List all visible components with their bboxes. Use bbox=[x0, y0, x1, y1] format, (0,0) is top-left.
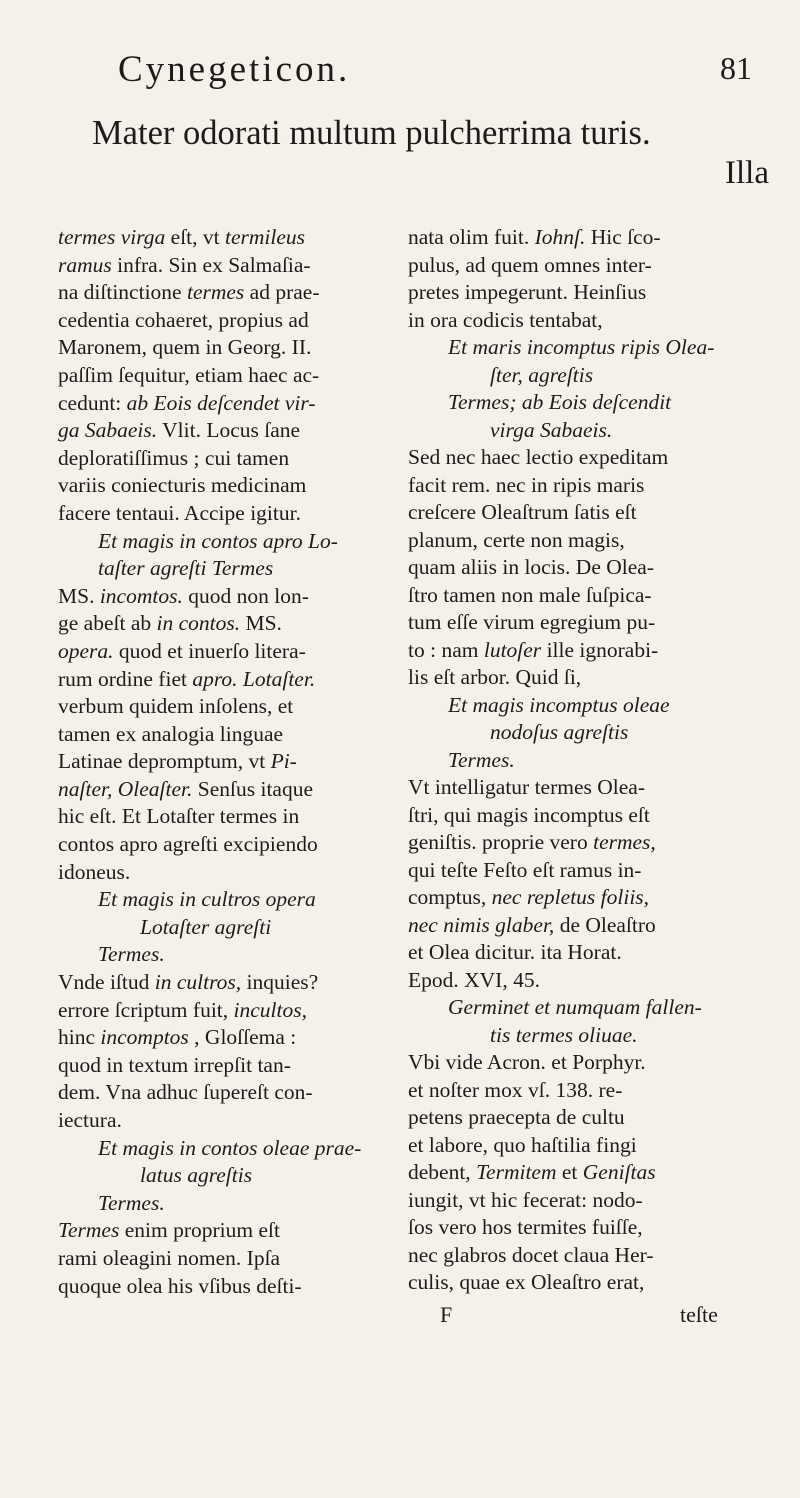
text-line bbox=[408, 829, 760, 857]
italic-text: Et magis incomptus oleae bbox=[448, 692, 670, 717]
text-line bbox=[408, 774, 760, 802]
text-run: Vbi vide Acron. et Porphyr. bbox=[408, 1050, 646, 1074]
text-run: comptus, bbox=[408, 885, 492, 909]
text-line bbox=[58, 997, 398, 1025]
text-line bbox=[58, 1052, 398, 1080]
text-line bbox=[408, 279, 760, 307]
text-run: et noſter mox vſ. 138. re- bbox=[408, 1077, 623, 1102]
text-run: pretes impegerunt. Heinſius bbox=[408, 280, 647, 304]
text-line bbox=[408, 1187, 760, 1215]
text-line bbox=[408, 912, 760, 940]
italic-text: termileus bbox=[225, 225, 306, 249]
verse-line: Mater odorati multum pulcherrima turis. bbox=[92, 114, 651, 152]
text-run: infra. Sin ex Salmaſia- bbox=[111, 252, 311, 277]
italic-text: Et magis in contos oleae prae- bbox=[98, 1135, 362, 1160]
italic-text: in cultros, bbox=[154, 970, 242, 995]
text-run: Vlit. Locus ſane bbox=[157, 418, 301, 443]
italic-text: Termitem bbox=[476, 1160, 557, 1184]
italic-text: ramus bbox=[58, 252, 112, 277]
text-line bbox=[408, 307, 760, 335]
text-run: na diſtinctione bbox=[58, 280, 187, 305]
text-run: qui teſte Feſto eſt ramus in- bbox=[408, 857, 642, 882]
text-line bbox=[58, 831, 398, 859]
text-run: geniſtis. proprie vero bbox=[408, 830, 594, 854]
text-run: quod non lon- bbox=[182, 583, 309, 608]
text-line bbox=[58, 224, 398, 252]
text-line bbox=[408, 527, 760, 555]
text-run: idoneus. bbox=[58, 859, 131, 884]
text-line bbox=[408, 472, 760, 500]
text-line bbox=[58, 1079, 398, 1107]
text-run: Sed nec haec lectio expeditam bbox=[408, 445, 669, 469]
italic-text: ſter, agreſtis bbox=[490, 362, 594, 387]
text-run: petens praecepta de cultu bbox=[408, 1105, 625, 1129]
text-line bbox=[408, 857, 760, 885]
text-run: cedentia cohaeret, propius ad bbox=[58, 307, 309, 332]
text-line bbox=[408, 334, 760, 362]
text-run: , Gloſſema : bbox=[188, 1025, 297, 1050]
text-run: planum, certe non magis, bbox=[408, 527, 625, 552]
running-header bbox=[0, 48, 800, 98]
italic-text: Termes. bbox=[448, 747, 515, 772]
text-run: eſt, vt bbox=[165, 225, 225, 249]
text-line bbox=[58, 776, 398, 804]
italic-text: lutoſer bbox=[483, 637, 542, 662]
text-run: Vnde iſtud bbox=[58, 970, 155, 995]
text-run: iungit, vt hic fecerat: nodo- bbox=[408, 1187, 643, 1212]
text-line bbox=[408, 582, 760, 610]
text-line bbox=[408, 967, 760, 995]
italic-text: Et magis in contos apro Lo- bbox=[98, 528, 338, 553]
text-run: facit rem. nec in ripis maris bbox=[408, 472, 645, 497]
text-run: et Olea dicitur. ita Horat. bbox=[408, 940, 622, 964]
text-line bbox=[58, 334, 398, 362]
text-line bbox=[408, 1214, 760, 1242]
text-run: de Oleaſtro bbox=[554, 912, 656, 937]
text-run: tamen ex analogia linguae bbox=[58, 721, 284, 746]
text-line bbox=[408, 802, 760, 830]
italic-text: latus agreſtis bbox=[140, 1163, 253, 1188]
text-line bbox=[58, 279, 398, 307]
italic-text: termes virga bbox=[58, 225, 166, 249]
catchword-bottom: teſte bbox=[680, 1302, 718, 1327]
text-run: Hic ſco- bbox=[585, 225, 661, 249]
text-line bbox=[408, 1049, 760, 1077]
text-line bbox=[58, 1162, 398, 1190]
signature-mark: F bbox=[440, 1302, 453, 1327]
text-run: ſos vero hos termites fuiſſe, bbox=[408, 1215, 643, 1239]
text-line bbox=[58, 914, 398, 942]
italic-text: Termes. bbox=[98, 942, 165, 967]
text-run: tum eſſe virum egregium pu- bbox=[408, 610, 656, 634]
text-line bbox=[58, 610, 398, 638]
text-run: lis eſt arbor. Quid ſi, bbox=[408, 665, 582, 689]
text-line bbox=[58, 941, 398, 969]
text-line bbox=[58, 666, 398, 694]
text-run: culis, quae ex Oleaſtro erat, bbox=[408, 1270, 645, 1294]
italic-text: Et maris incomptus ripis Olea- bbox=[448, 335, 715, 359]
text-run: MS. bbox=[240, 611, 282, 636]
text-line bbox=[408, 664, 760, 692]
italic-text: Termes. bbox=[98, 1190, 165, 1215]
italic-text: Et magis in cultros opera bbox=[98, 887, 316, 912]
italic-text: Geniſtas bbox=[582, 1160, 656, 1184]
text-line bbox=[58, 969, 398, 997]
text-line bbox=[408, 1077, 760, 1105]
text-run: in ora codicis tentabat, bbox=[408, 307, 603, 332]
italic-text: virga Sabaeis. bbox=[490, 417, 613, 442]
text-run: quod in textum irrepſit tan- bbox=[58, 1052, 291, 1077]
text-line bbox=[408, 1159, 760, 1187]
right-column bbox=[408, 224, 760, 1297]
text-run: ille ignorabi- bbox=[541, 637, 659, 662]
text-line bbox=[58, 1273, 398, 1301]
italic-text: nec repletus foliis, bbox=[491, 885, 650, 909]
text-run: creſcere Oleaſtrum ſatis eſt bbox=[408, 500, 637, 524]
text-run: deploratiſſimus ; cui tamen bbox=[58, 445, 290, 470]
italic-text: incultos, bbox=[233, 997, 307, 1022]
text-line bbox=[58, 1217, 398, 1245]
text-line bbox=[408, 444, 760, 472]
italic-text: termes, bbox=[593, 830, 656, 854]
italic-text: Termes; ab Eois deſcendit bbox=[448, 390, 672, 414]
italic-text: ga Sabaeis. bbox=[58, 418, 158, 443]
italic-text: naſter, Oleaſter. bbox=[58, 776, 193, 801]
text-run: Epod. XVI, 45. bbox=[408, 967, 540, 992]
text-run: verbum quidem inſolens, et bbox=[58, 694, 294, 719]
text-run: ſtri, qui magis incomptus eſt bbox=[408, 802, 650, 827]
text-line bbox=[58, 307, 398, 335]
italic-text: incomptos bbox=[100, 1025, 189, 1050]
text-line bbox=[408, 554, 760, 582]
text-run: quam aliis in locis. De Olea- bbox=[408, 555, 654, 579]
text-run: quod et inuerſo litera- bbox=[113, 638, 306, 663]
text-run: paſſim ſequitur, etiam haec ac- bbox=[58, 362, 320, 387]
italic-text: ab Eois deſcendet vir- bbox=[126, 390, 316, 415]
page-number: 81 bbox=[720, 50, 752, 86]
text-line bbox=[58, 445, 398, 473]
text-line bbox=[408, 994, 760, 1022]
text-run: et bbox=[556, 1160, 583, 1184]
text-run: ſtro tamen non male ſuſpica- bbox=[408, 582, 652, 607]
text-line bbox=[408, 1022, 760, 1050]
text-run: pulus, ad quem omnes inter- bbox=[408, 252, 652, 277]
text-run: iectura. bbox=[58, 1108, 122, 1132]
text-line bbox=[408, 252, 760, 280]
text-line bbox=[58, 555, 398, 583]
text-run: Maronem, quem in Georg. II. bbox=[58, 335, 312, 360]
text-line bbox=[408, 389, 760, 417]
text-line bbox=[408, 747, 760, 775]
italic-text: opera. bbox=[58, 638, 114, 663]
text-line bbox=[58, 362, 398, 390]
text-line bbox=[408, 224, 760, 252]
text-line bbox=[58, 886, 398, 914]
text-line bbox=[408, 609, 760, 637]
catchword-top: Illa bbox=[725, 155, 769, 191]
text-line bbox=[58, 638, 398, 666]
text-line bbox=[408, 1242, 760, 1270]
text-line bbox=[58, 721, 398, 749]
text-line bbox=[408, 499, 760, 527]
text-run: Latinae depromptum, vt bbox=[58, 749, 271, 774]
italic-text: taſter agreſti Termes bbox=[98, 556, 274, 581]
text-line bbox=[408, 1132, 760, 1160]
text-line bbox=[408, 1104, 760, 1132]
italic-text: incomtos. bbox=[99, 583, 183, 608]
left-column bbox=[58, 224, 398, 1300]
text-run: to : nam bbox=[408, 637, 484, 662]
text-run: debent, bbox=[408, 1160, 477, 1184]
text-run: variis coniecturis medicinam bbox=[58, 473, 307, 498]
italic-text: Germinet et numquam fallen- bbox=[448, 995, 702, 1019]
text-run: hinc bbox=[58, 1025, 101, 1050]
text-run: inquies? bbox=[241, 970, 319, 995]
text-line bbox=[58, 252, 398, 280]
text-run: quoque olea his vſibus deſti- bbox=[58, 1273, 302, 1298]
text-run: nec glabros docet claua Her- bbox=[408, 1242, 654, 1267]
italic-text: Lotaſter agreſti bbox=[140, 914, 272, 939]
text-line bbox=[408, 719, 760, 747]
text-line bbox=[408, 884, 760, 912]
text-line bbox=[58, 1135, 398, 1163]
text-run: ge abeſt ab bbox=[58, 611, 157, 636]
italic-text: Iohnſ. bbox=[534, 225, 586, 249]
text-run: enim proprium eſt bbox=[119, 1218, 280, 1243]
text-run: nata olim fuit. bbox=[408, 225, 535, 249]
text-run: Vt intelligatur termes Olea- bbox=[408, 775, 646, 799]
text-line bbox=[58, 472, 398, 500]
text-line bbox=[408, 939, 760, 967]
italic-text: nodoſus agreſtis bbox=[490, 720, 629, 744]
text-run: dem. Vna adhuc ſupereſt con- bbox=[58, 1080, 313, 1105]
text-run: contos apro agreſti excipiendo bbox=[58, 832, 318, 857]
text-run: hic eſt. Et Lotaſter termes in bbox=[58, 804, 300, 829]
text-run: errore ſcriptum fuit, bbox=[58, 997, 234, 1022]
text-line bbox=[58, 1107, 398, 1135]
italic-text: termes bbox=[186, 280, 245, 305]
text-line bbox=[58, 528, 398, 556]
text-line bbox=[408, 1269, 760, 1297]
text-line bbox=[408, 362, 760, 390]
italic-text: apro. Lotaſter. bbox=[192, 666, 316, 691]
text-run: facere tentaui. Accipe igitur. bbox=[58, 500, 301, 525]
text-line bbox=[58, 390, 398, 418]
text-line bbox=[408, 692, 760, 720]
text-run: Senſus itaque bbox=[192, 776, 313, 801]
italic-text: tis termes oliuae. bbox=[490, 1022, 638, 1047]
italic-text: Pi- bbox=[270, 749, 297, 774]
text-run: rum ordine fiet bbox=[58, 666, 193, 691]
text-line bbox=[58, 500, 398, 528]
running-title: Cynegeticon. bbox=[118, 49, 351, 90]
text-run: rami oleagini nomen. Ipſa bbox=[58, 1245, 281, 1270]
text-line bbox=[408, 417, 760, 445]
text-run: cedunt: bbox=[58, 390, 127, 415]
italic-text: Termes bbox=[58, 1218, 120, 1243]
text-line bbox=[58, 1024, 398, 1052]
text-line bbox=[58, 693, 398, 721]
text-run: ad prae- bbox=[244, 280, 320, 305]
text-line bbox=[408, 637, 760, 665]
text-run: MS. bbox=[58, 583, 100, 608]
italic-text: in contos. bbox=[156, 611, 241, 636]
text-line bbox=[58, 417, 398, 445]
text-line bbox=[58, 859, 398, 887]
text-line bbox=[58, 1245, 398, 1273]
text-line bbox=[58, 583, 398, 611]
italic-text: nec nimis glaber, bbox=[408, 912, 555, 937]
text-line bbox=[58, 803, 398, 831]
text-line bbox=[58, 748, 398, 776]
text-line bbox=[58, 1190, 398, 1218]
text-run: et labore, quo haſtilia fingi bbox=[408, 1132, 637, 1157]
